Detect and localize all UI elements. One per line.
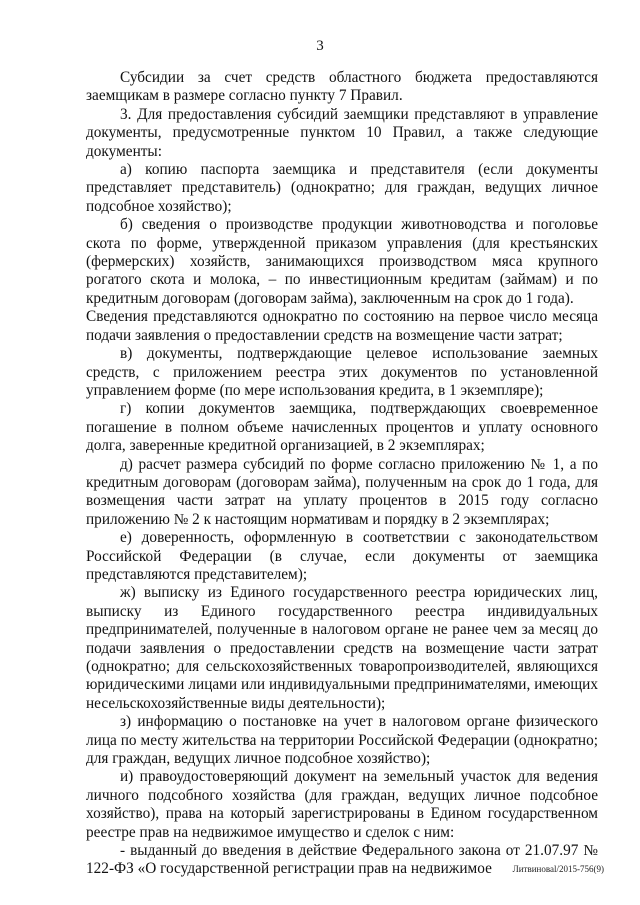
paragraph-item-b: б) сведения о производстве продукции животноводства и поголовье скота по форме, утвержденной приказом управления (для крестьянских (фермерских) хозяйств, занимающихся производством мяса крупного рогатого скота и молока, – по инвестиционным кредитам (займам) и по кредитным договорам (договорам займа), заключенным на срок до 1 года). <box>86 216 598 307</box>
paragraph-item-i: и) правоудостоверяющий документ на земельный участок для ведения личного подсобного хозяйства (для граждан, ведущих личное подсобное хозяйство), права на который зарегистрированы в Едином государственном реестре прав на недвижимое имущество и сделок с ним: <box>86 768 598 841</box>
paragraph-item-g: г) копии документов заемщика, подтверждающих своевременное погашение в полном объеме начисленных процентов и уплату основного долга, заверенные кредитной организацией, в 2 экземплярах; <box>86 400 598 455</box>
paragraph-item-v: в) документы, подтверждающие целевое использование заемных средств, с приложением реестра этих документов по установленной управлением форме (по мере использования кредита, в 1 экземпляре); <box>86 345 598 399</box>
paragraph-item-e: е) доверенность, оформленную в соответствии с законодательством Российской Федерации (в случае, если документы от заемщика представляются представителем); <box>86 529 598 583</box>
page-number: 3 <box>316 38 324 54</box>
paragraph-item-b-note: Сведения представляются однократно по состоянию на первое число месяца подачи заявления о предоставлении средств на возмещение части затрат; <box>86 308 598 344</box>
paragraph-item-d: д) расчет размера субсидий по форме согласно приложению № 1, а по кредитным договорам (договорам займа), полученным на срок до 1 года, для возмещения части затрат на уплату процентов в 2015 году согласно приложению № 2 к настоящим нормативам и порядку в 2 экземплярах; <box>86 455 598 528</box>
paragraph-subsidy-size: Субсидии за счет средств областного бюджета предоставляются заемщикам в размере согласно пункту 7 Правил. <box>86 69 598 105</box>
document-body <box>86 69 598 879</box>
paragraph-item-z: з) информацию о постановке на учет в налоговом органе физического лица по месту жительства на территории Российской Федерации (однократно; для граждан, ведущих личное подсобное хозяйство); <box>86 713 598 768</box>
document-footer-code: Литвиноваl/2015-756(9) <box>512 864 604 874</box>
paragraph-item-3: 3. Для предоставления субсидий заемщики представляют в управление документы, предусмотренные пунктом 10 Правил, а также следующие документы: <box>86 105 598 160</box>
paragraph-item-zh: ж) выписку из Единого государственного реестра юридических лиц, выписку из Единого государственного реестра индивидуальных предпринимателей, полученные в налоговом органе не ранее чем за месяц до подачи заявления о предоставлении средств на возмещение части затрат (однократно; для сельскохозяйственных товаропроизводителей, являющихся юридическими лицами или индивидуальными предпринимателями, имеющих несельскохозяйственные виды деятельности); <box>86 584 598 712</box>
paragraph-item-a: а) копию паспорта заемщика и представителя (если документы представляет представитель) (однократно; для граждан, ведущих личное подсобное хозяйство); <box>86 161 598 215</box>
paragraph-item-i-dash: - выданный до введения в действие Федерального закона от 21.07.97 № 122-ФЗ «О государственной регистрации прав на недвижимое <box>86 842 598 878</box>
